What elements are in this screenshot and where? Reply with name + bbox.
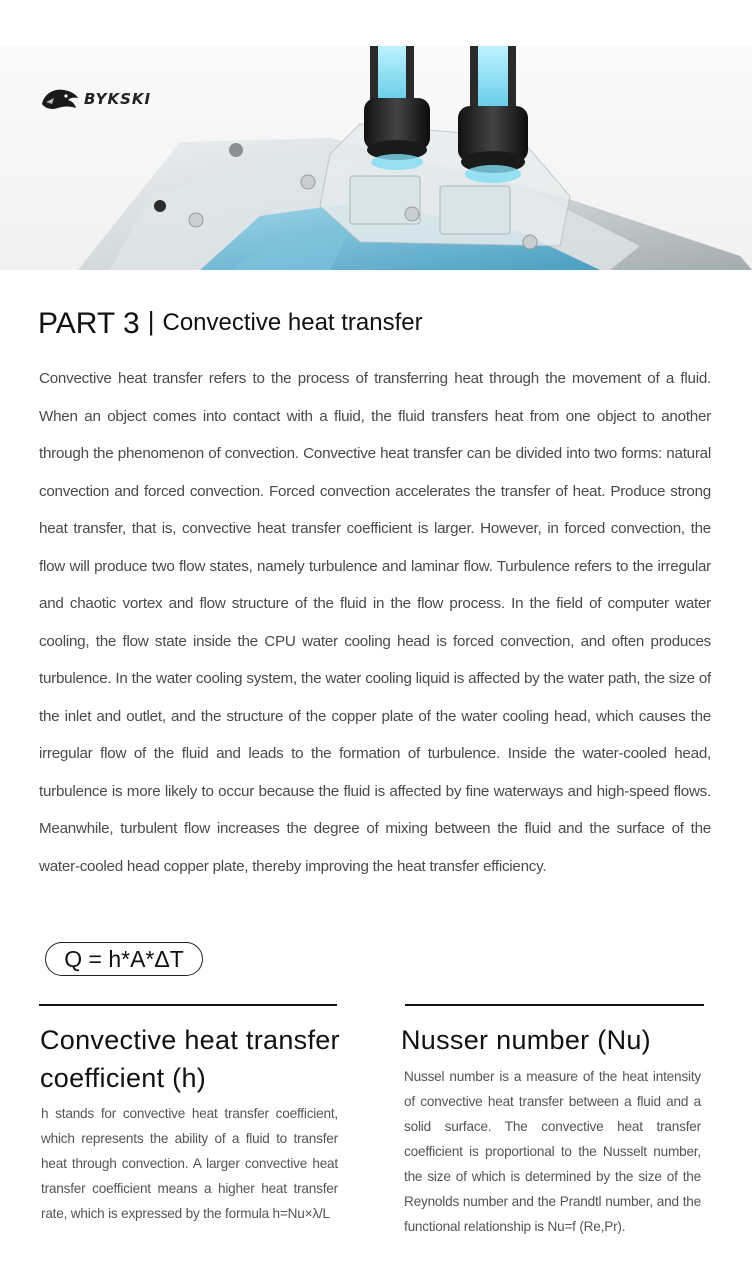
right-column-title: Nusser number (Nu) <box>401 1025 651 1055</box>
part-heading <box>38 304 423 341</box>
part-title: Convective heat transfer <box>162 309 423 336</box>
right-column-text: Nussel number is a measure of the heat intensity of convective heat transfer between a fluid and a solid surface. The convective heat transfer coefficient is proportional to the Nusselt number, the size of which is determined by the size of the Reynolds number and the Prandtl number, and the functional relationship is Nu=f (Re,Pr). <box>404 1069 701 1234</box>
right-divider <box>405 1004 704 1006</box>
part-number: PART 3 <box>38 307 140 340</box>
left-column-text: h stands for convective heat transfer coefficient, which represents the ability of a fluid to transfer heat through convection. A larger convective heat transfer coefficient means a higher heat transfer rate, which is expressed by the formula h=Nu×λ/L <box>41 1106 338 1221</box>
left-column-title: Convective heat transfer coefficient (h) <box>40 1025 340 1093</box>
hero-image <box>0 46 752 270</box>
brand-name: BYKSKI <box>84 90 152 108</box>
brand-logo <box>40 84 151 114</box>
formula-pill: Q = h*A*ΔT <box>45 942 203 976</box>
dragon-icon <box>40 86 80 112</box>
left-divider <box>39 1004 337 1006</box>
water-block-illustration <box>0 46 752 270</box>
intro-paragraph: Convective heat transfer refers to the process of transferring heat through the movement of a fluid. When an object comes into contact with a fluid, the fluid transfers heat from one object to another through the phenomenon of convection. Convective heat transfer can be divided into two forms: natural convection and forced convection. Forced convection accelerates the transfer of heat. Produce strong heat transfer, that is, convective heat transfer coefficient is larger. However, in forced convection, the flow will produce two flow states, namely turbulence and laminar flow. Turbulence refers to the irregular and chaotic vortex and flow structure of the fluid in the flow process. In the field of computer water cooling, the flow state inside the CPU water cooling head is forced convection, and often produces turbulence. In the water cooling system, the water cooling liquid is affected by the water path, the size of the inlet and outlet, and the structure of the copper plate of the water cooling head, which causes the irregular flow of the fluid and leads to the formation of turbulence. Inside the water-cooled head, turbulence is more likely to occur because the fluid is affected by fine waterways and high-speed flows. Meanwhile, turbulent flow increases the degree of mixing between the fluid and the surface of the water-cooled head copper plate, thereby improving the heat transfer efficiency. <box>39 370 711 875</box>
part-separator: | <box>147 306 155 336</box>
